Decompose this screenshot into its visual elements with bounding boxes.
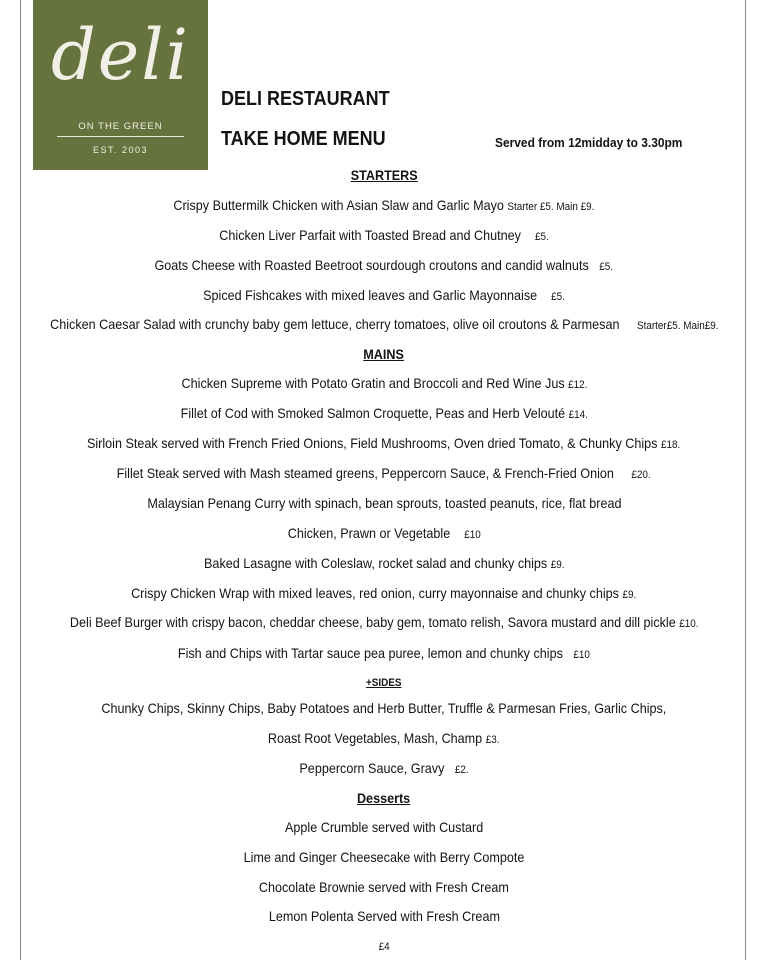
- main-item: Deli Beef Burger with crispy bacon, cheddar cheese, baby gem, tomato relish, Savora mustard and dill pickle £10.: [69, 614, 699, 630]
- main-item: Baked Lasagne with Coleslaw, rocket salad and chunky chips £9.: [203, 555, 565, 571]
- dessert-item: Lemon Polenta Served with Fresh Cream: [268, 908, 500, 924]
- main-item: Fillet Steak served with Mash steamed greens, Peppercorn Sauce, & French-Fried Onion £20.: [116, 465, 652, 481]
- item-price: £14.: [568, 409, 588, 421]
- item-price: £18.: [661, 439, 681, 451]
- sides-heading: +SIDES: [366, 677, 402, 689]
- item-price: £5.: [599, 261, 614, 273]
- item-price: £2.: [454, 764, 469, 776]
- item-price: £20.: [631, 469, 652, 481]
- starter-item: Chicken Liver Parfait with Toasted Bread and Chutney £5.: [219, 227, 549, 243]
- main-item-options: Chicken, Prawn or Vegetable £10: [287, 525, 481, 541]
- item-price: £5.: [534, 231, 549, 243]
- starter-item: Goats Cheese with Roasted Beetroot sourdough croutons and candid walnuts £5.: [154, 257, 614, 273]
- starter-item: Crispy Buttermilk Chicken with Asian Slaw and Garlic Mayo Starter £5. Main £9.: [173, 197, 595, 213]
- item-price: £3.: [486, 734, 500, 746]
- item-price: £10: [573, 649, 591, 661]
- sides-line: Peppercorn Sauce, Gravy £2.: [299, 760, 469, 776]
- desserts-heading: Desserts: [357, 790, 411, 806]
- served-times: Served from 12midday to 3.30pm: [495, 135, 683, 150]
- dessert-item: Chocolate Brownie served with Fresh Cream: [258, 879, 510, 895]
- restaurant-name: DELI RESTAURANT: [221, 88, 390, 110]
- main-item: Fillet of Cod with Smoked Salmon Croquette, Peas and Herb Velouté £14.: [180, 405, 588, 421]
- logo-divider: [57, 136, 184, 137]
- desserts-price: £4: [378, 941, 390, 953]
- item-price: £10.: [679, 618, 699, 630]
- item-price: £12.: [567, 379, 587, 391]
- main-item: Chicken Supreme with Potato Gratin and Broccoli and Red Wine Jus £12.: [181, 375, 587, 391]
- item-price: Starter£5. Main£9.: [636, 320, 719, 332]
- item-price: £9.: [622, 589, 637, 601]
- sides-line: Roast Root Vegetables, Mash, Champ £3.: [268, 730, 500, 746]
- logo-word: deli: [50, 14, 190, 96]
- starter-item: Chicken Caesar Salad with crunchy baby gem lettuce, cherry tomatoes, olive oil croutons & Parmesan Starter£5. Main£9.: [49, 316, 719, 332]
- item-price: £10: [463, 529, 481, 541]
- dessert-item: Apple Crumble served with Custard: [284, 819, 484, 835]
- item-price: £9.: [550, 559, 565, 571]
- mains-heading: MAINS: [363, 346, 405, 362]
- main-item: Crispy Chicken Wrap with mixed leaves, red onion, curry mayonnaise and chunky chips £9.: [131, 585, 637, 601]
- menu-title: TAKE HOME MENU: [221, 128, 386, 150]
- starter-item: Spiced Fishcakes with mixed leaves and Garlic Mayonnaise £5.: [203, 287, 565, 303]
- main-item: Malaysian Penang Curry with spinach, bean sprouts, toasted peanuts, rice, flat bread: [146, 495, 622, 511]
- logo-established: EST. 2003: [92, 145, 149, 155]
- main-item: Sirloin Steak served with French Fried Onions, Field Mushrooms, Oven dried Tomato, & Chunky Chips £18.: [87, 435, 681, 451]
- starters-heading: STARTERS: [350, 167, 418, 183]
- item-price: Starter £5. Main £9.: [507, 201, 595, 213]
- item-price: £5.: [551, 291, 565, 303]
- sides-line: Chunky Chips, Skinny Chips, Baby Potatoes and Herb Butter, Truffle & Parmesan Fries, Garlic Chips,: [101, 700, 667, 716]
- deli-logo: [33, 0, 208, 170]
- main-item: Fish and Chips with Tartar sauce pea puree, lemon and chunky chips £10: [177, 645, 591, 661]
- dessert-item: Lime and Ginger Cheesecake with Berry Compote: [243, 849, 525, 865]
- logo-tagline: ON THE GREEN: [78, 121, 163, 132]
